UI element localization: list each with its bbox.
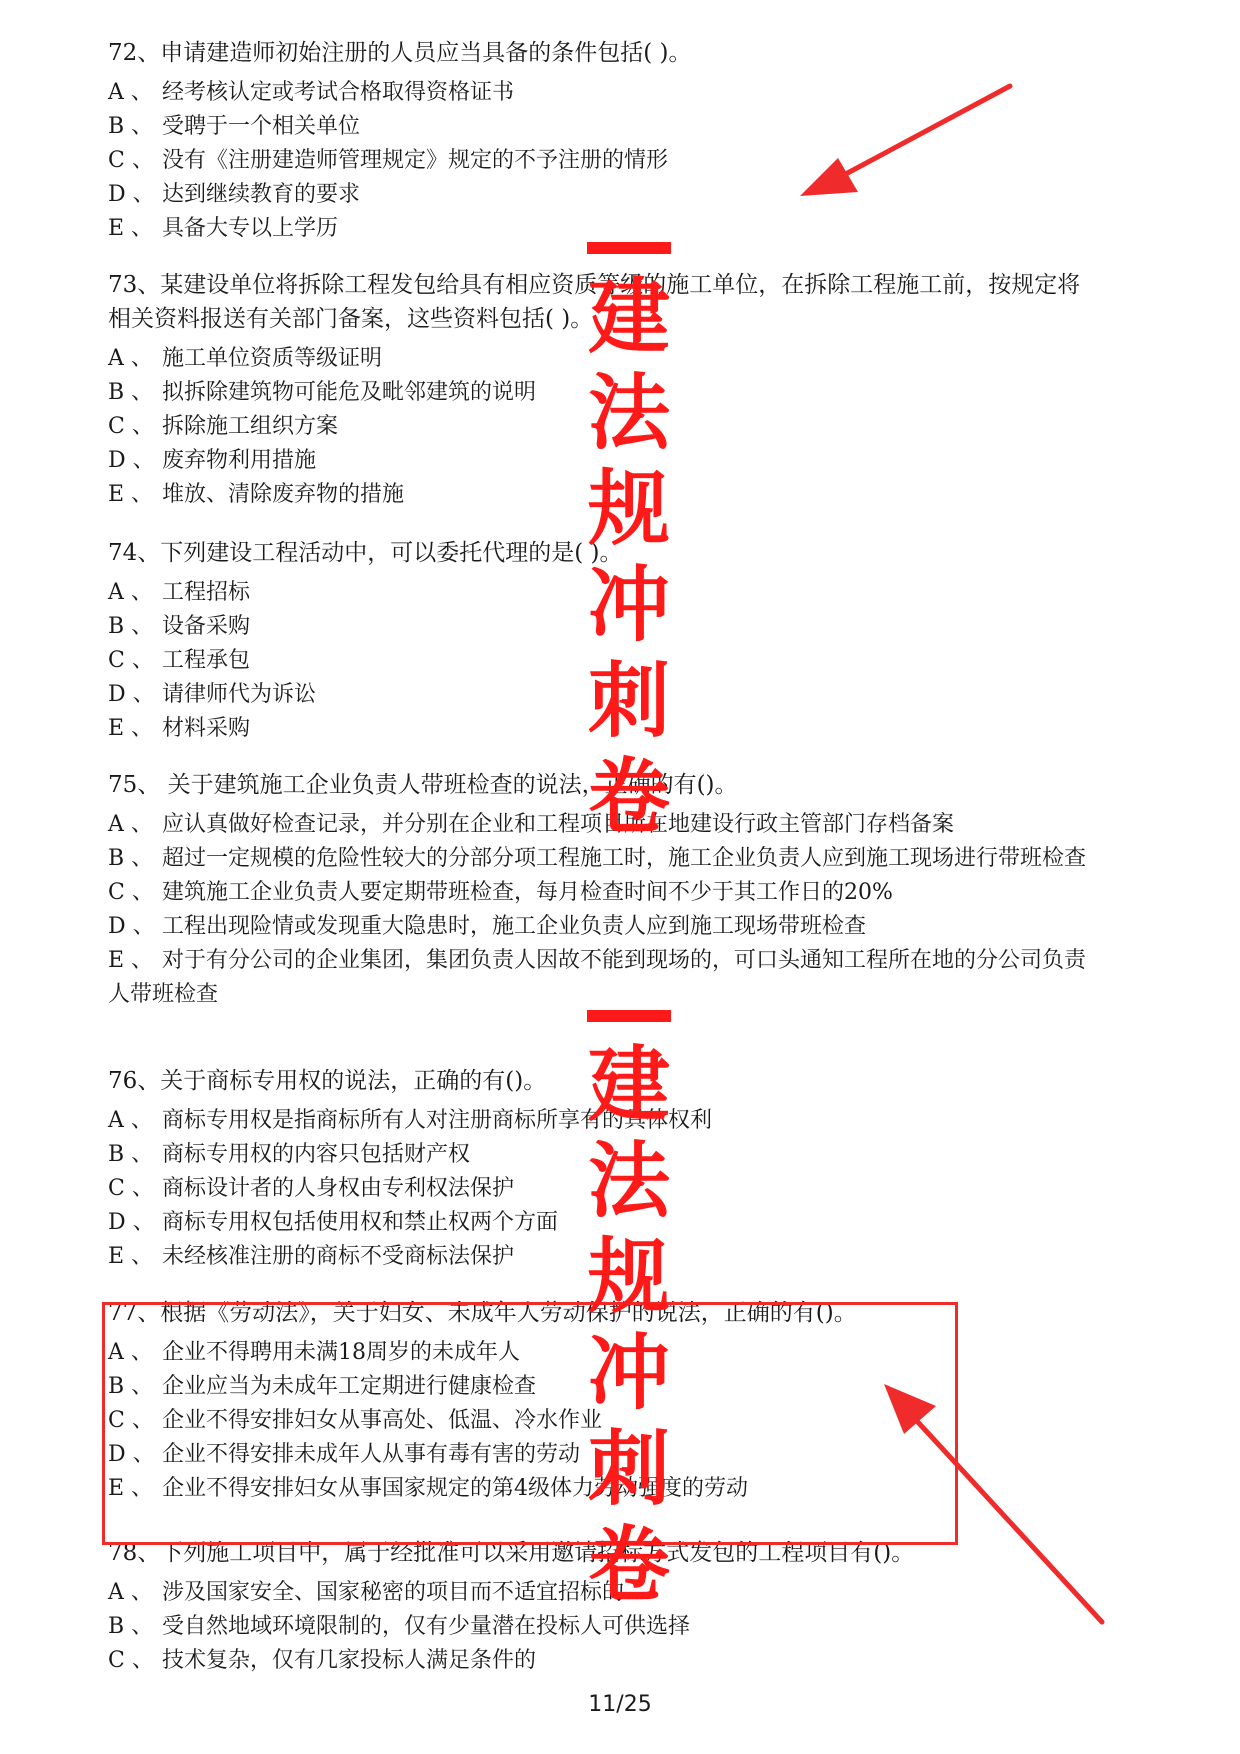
option-c: C 、 技术复杂，仅有几家投标人满足条件的: [108, 1648, 537, 1673]
option-e: E 、 材料采购: [108, 716, 251, 741]
option-b: B 、 设备采购: [108, 614, 251, 639]
question-title: 78、下列施工项目中，属于经批准可以采用邀请招标方式发包的工程项目有()。: [108, 1540, 915, 1566]
question-title: 72、申请建造师初始注册的人员应当具备的条件包括( )。: [108, 40, 692, 66]
watermark-bottom: 建 法 规 冲 刺 卷: [583, 980, 675, 1614]
option-a: A 、 涉及国家安全、国家秘密的项目而不适宜招标的: [108, 1580, 625, 1605]
option-a: A 、 经考核认定或考试合格取得资格证书: [108, 80, 515, 105]
option-c: C 、 没有《注册建造师管理规定》规定的不予注册的情形: [108, 148, 669, 173]
page-number: 11/25: [588, 1692, 652, 1717]
option-d: D 、 工程出现险情或发现重大隐患时，施工企业负责人应到施工现场带班检查: [108, 914, 867, 939]
arrow-bottom-icon: [884, 1384, 1102, 1622]
option-a: A 、 应认真做好检查记录，并分别在企业和工程项目所在地建设行政主管部门存档备案: [108, 812, 955, 837]
watermark-top: 建 法 规 冲 刺 卷: [583, 212, 675, 846]
question-title: 76、关于商标专用权的说法，正确的有()。: [108, 1068, 547, 1094]
option-a: A 、 商标专用权是指商标所有人对注册商标所享有的具体权利: [108, 1108, 713, 1133]
option-d: D 、 企业不得安排未成年人从事有毒有害的劳动: [108, 1442, 581, 1467]
option-e: E 、 对于有分公司的企业集团，集团负责人因故不能到现场的，可口头通知工程所在地的分公司负责人带班检查: [108, 948, 1087, 1007]
option-d: D 、 达到继续教育的要求: [108, 182, 361, 207]
option-b: B 、 超过一定规模的危险性较大的分部分项工程施工时，施工企业负责人应到施工现场进行带班检查: [108, 846, 1087, 871]
arrow-top-icon: [800, 86, 1010, 196]
option-e: E 、 堆放、清除废弃物的措施: [108, 482, 405, 507]
option-d: D 、 废弃物利用措施: [108, 448, 317, 473]
option-d: D 、 商标专用权包括使用权和禁止权两个方面: [108, 1210, 559, 1235]
option-e: E 、 未经核准注册的商标不受商标法保护: [108, 1244, 515, 1269]
option-a: A 、 施工单位资质等级证明: [108, 346, 383, 371]
option-d: D 、 请律师代为诉讼: [108, 682, 317, 707]
option-a: A 、 企业不得聘用未满18周岁的未成年人: [108, 1340, 520, 1365]
option-e: E 、 具备大专以上学历: [108, 216, 339, 241]
question-title: 73、某建设单位将拆除工程发包给具有相应资质等级的施工单位，在拆除工程施工前，按规定将相关资料报送有关部门备案，这些资料包括( )。: [108, 272, 1081, 332]
option-e: E 、 企业不得安排妇女从事国家规定的第4级体力劳动强度的劳动: [108, 1476, 748, 1501]
option-b: B 、 企业应当为未成年工定期进行健康检查: [108, 1374, 537, 1399]
option-c: C 、 拆除施工组织方案: [108, 414, 339, 439]
option-b: B 、 受自然地域环境限制的，仅有少量潜在投标人可供选择: [108, 1614, 691, 1639]
question-title: 74、下列建设工程活动中，可以委托代理的是( )。: [108, 540, 623, 566]
option-b: B 、 受聘于一个相关单位: [108, 114, 361, 139]
option-b: B 、 拟拆除建筑物可能危及毗邻建筑的说明: [108, 380, 537, 405]
option-a: A 、 工程招标: [108, 580, 251, 605]
option-c: C 、 企业不得安排妇女从事高处、低温、冷水作业: [108, 1408, 603, 1433]
option-c: C 、 建筑施工企业负责人要定期带班检查，每月检查时间不少于其工作日的20%: [108, 880, 893, 905]
question-title: 75、 关于建筑施工企业负责人带班检查的说法，正确的有()。: [108, 772, 738, 798]
option-b: B 、 商标专用权的内容只包括财产权: [108, 1142, 471, 1167]
option-c: C 、 工程承包: [108, 648, 251, 673]
question-title: 77、根据《劳动法》，关于妇女、未成年人劳动保护的说法，正确的有()。: [108, 1300, 857, 1326]
option-c: C 、 商标设计者的人身权由专利权法保护: [108, 1176, 515, 1201]
